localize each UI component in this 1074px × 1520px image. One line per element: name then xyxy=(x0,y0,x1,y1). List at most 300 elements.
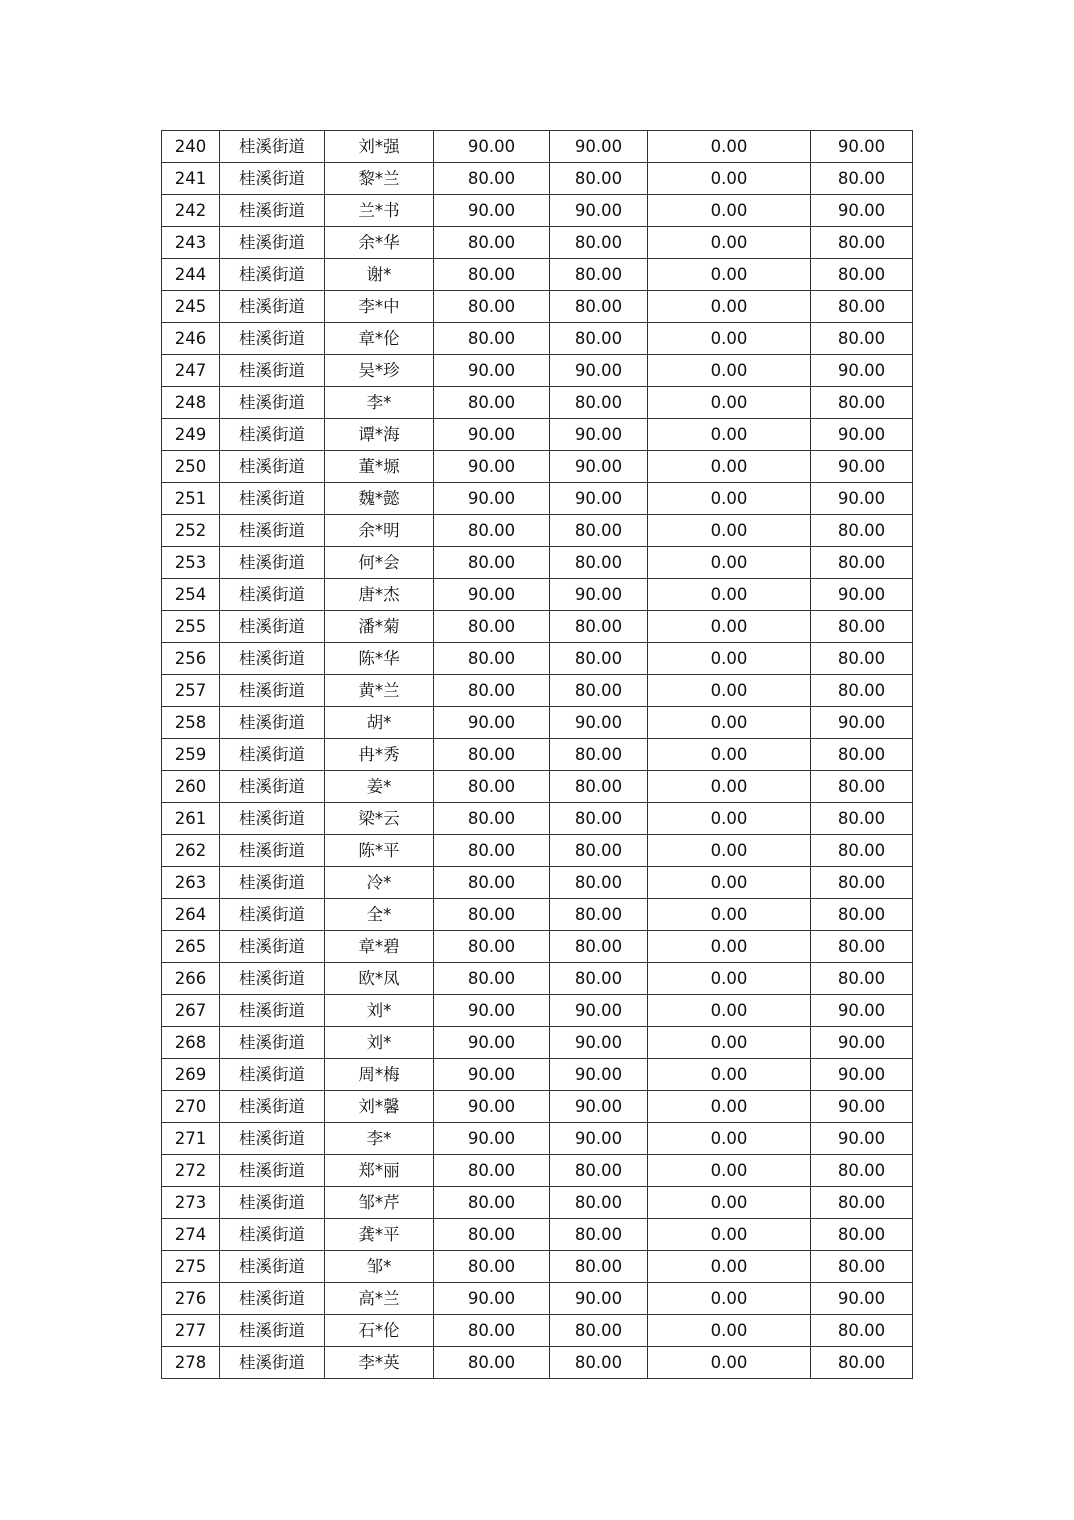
amount-cell: 90.00 xyxy=(434,1123,550,1155)
street-cell: 桂溪街道 xyxy=(220,707,325,739)
total-cell: 90.00 xyxy=(811,1283,913,1315)
amount-cell: 80.00 xyxy=(434,1219,550,1251)
table-row xyxy=(162,259,913,291)
table-row xyxy=(162,387,913,419)
row-index-cell: 252 xyxy=(162,515,220,547)
amount-cell: 90.00 xyxy=(434,1027,550,1059)
total-cell: 90.00 xyxy=(811,451,913,483)
data-table xyxy=(161,130,913,1379)
amount-cell: 90.00 xyxy=(434,355,550,387)
amount-cell: 80.00 xyxy=(434,867,550,899)
street-cell: 桂溪街道 xyxy=(220,739,325,771)
name-cell: 李*英 xyxy=(325,1347,434,1379)
table-row xyxy=(162,227,913,259)
row-index-cell: 266 xyxy=(162,963,220,995)
deduction-cell: 0.00 xyxy=(648,355,811,387)
row-index-cell: 241 xyxy=(162,163,220,195)
table-row xyxy=(162,1219,913,1251)
deduction-cell: 0.00 xyxy=(648,1219,811,1251)
row-index-cell: 261 xyxy=(162,803,220,835)
name-cell: 刘* xyxy=(325,1027,434,1059)
subtotal-cell: 80.00 xyxy=(550,227,648,259)
subtotal-cell: 80.00 xyxy=(550,803,648,835)
amount-cell: 90.00 xyxy=(434,707,550,739)
name-cell: 董*塬 xyxy=(325,451,434,483)
total-cell: 80.00 xyxy=(811,899,913,931)
table-row xyxy=(162,899,913,931)
total-cell: 80.00 xyxy=(811,547,913,579)
table-row xyxy=(162,1059,913,1091)
street-cell: 桂溪街道 xyxy=(220,803,325,835)
street-cell: 桂溪街道 xyxy=(220,1219,325,1251)
total-cell: 80.00 xyxy=(811,1315,913,1347)
subtotal-cell: 90.00 xyxy=(550,707,648,739)
row-index-cell: 244 xyxy=(162,259,220,291)
name-cell: 全* xyxy=(325,899,434,931)
subtotal-cell: 80.00 xyxy=(550,1155,648,1187)
street-cell: 桂溪街道 xyxy=(220,867,325,899)
name-cell: 李* xyxy=(325,1123,434,1155)
row-index-cell: 258 xyxy=(162,707,220,739)
amount-cell: 90.00 xyxy=(434,1091,550,1123)
amount-cell: 90.00 xyxy=(434,419,550,451)
row-index-cell: 250 xyxy=(162,451,220,483)
name-cell: 郑*丽 xyxy=(325,1155,434,1187)
amount-cell: 80.00 xyxy=(434,1155,550,1187)
name-cell: 谭*海 xyxy=(325,419,434,451)
deduction-cell: 0.00 xyxy=(648,579,811,611)
row-index-cell: 243 xyxy=(162,227,220,259)
street-cell: 桂溪街道 xyxy=(220,291,325,323)
total-cell: 80.00 xyxy=(811,1219,913,1251)
name-cell: 谢* xyxy=(325,259,434,291)
deduction-cell: 0.00 xyxy=(648,1091,811,1123)
amount-cell: 80.00 xyxy=(434,1187,550,1219)
deduction-cell: 0.00 xyxy=(648,483,811,515)
deduction-cell: 0.00 xyxy=(648,899,811,931)
deduction-cell: 0.00 xyxy=(648,707,811,739)
street-cell: 桂溪街道 xyxy=(220,1187,325,1219)
street-cell: 桂溪街道 xyxy=(220,355,325,387)
row-index-cell: 240 xyxy=(162,131,220,163)
name-cell: 高*兰 xyxy=(325,1283,434,1315)
deduction-cell: 0.00 xyxy=(648,259,811,291)
row-index-cell: 251 xyxy=(162,483,220,515)
subtotal-cell: 80.00 xyxy=(550,1187,648,1219)
total-cell: 90.00 xyxy=(811,1027,913,1059)
table-row xyxy=(162,707,913,739)
subtotal-cell: 90.00 xyxy=(550,1059,648,1091)
total-cell: 80.00 xyxy=(811,771,913,803)
name-cell: 黎*兰 xyxy=(325,163,434,195)
subtotal-cell: 80.00 xyxy=(550,163,648,195)
subtotal-cell: 80.00 xyxy=(550,515,648,547)
deduction-cell: 0.00 xyxy=(648,835,811,867)
total-cell: 80.00 xyxy=(811,611,913,643)
amount-cell: 80.00 xyxy=(434,611,550,643)
row-index-cell: 259 xyxy=(162,739,220,771)
deduction-cell: 0.00 xyxy=(648,227,811,259)
total-cell: 90.00 xyxy=(811,195,913,227)
row-index-cell: 264 xyxy=(162,899,220,931)
name-cell: 章*碧 xyxy=(325,931,434,963)
name-cell: 章*伦 xyxy=(325,323,434,355)
subtotal-cell: 80.00 xyxy=(550,899,648,931)
table-row xyxy=(162,163,913,195)
subtotal-cell: 80.00 xyxy=(550,611,648,643)
name-cell: 邹*芹 xyxy=(325,1187,434,1219)
name-cell: 余*明 xyxy=(325,515,434,547)
amount-cell: 80.00 xyxy=(434,835,550,867)
amount-cell: 80.00 xyxy=(434,803,550,835)
table-row xyxy=(162,739,913,771)
amount-cell: 80.00 xyxy=(434,547,550,579)
name-cell: 欧*凤 xyxy=(325,963,434,995)
deduction-cell: 0.00 xyxy=(648,451,811,483)
total-cell: 80.00 xyxy=(811,323,913,355)
street-cell: 桂溪街道 xyxy=(220,451,325,483)
amount-cell: 90.00 xyxy=(434,195,550,227)
name-cell: 刘*强 xyxy=(325,131,434,163)
name-cell: 刘* xyxy=(325,995,434,1027)
amount-cell: 90.00 xyxy=(434,1283,550,1315)
row-index-cell: 263 xyxy=(162,867,220,899)
row-index-cell: 253 xyxy=(162,547,220,579)
street-cell: 桂溪街道 xyxy=(220,163,325,195)
total-cell: 80.00 xyxy=(811,803,913,835)
deduction-cell: 0.00 xyxy=(648,1059,811,1091)
deduction-cell: 0.00 xyxy=(648,675,811,707)
street-cell: 桂溪街道 xyxy=(220,611,325,643)
total-cell: 90.00 xyxy=(811,131,913,163)
street-cell: 桂溪街道 xyxy=(220,771,325,803)
street-cell: 桂溪街道 xyxy=(220,1283,325,1315)
subtotal-cell: 80.00 xyxy=(550,323,648,355)
subtotal-cell: 80.00 xyxy=(550,643,648,675)
street-cell: 桂溪街道 xyxy=(220,515,325,547)
row-index-cell: 269 xyxy=(162,1059,220,1091)
street-cell: 桂溪街道 xyxy=(220,931,325,963)
street-cell: 桂溪街道 xyxy=(220,579,325,611)
row-index-cell: 260 xyxy=(162,771,220,803)
table-row xyxy=(162,803,913,835)
subtotal-cell: 90.00 xyxy=(550,1123,648,1155)
deduction-cell: 0.00 xyxy=(648,931,811,963)
table-row xyxy=(162,547,913,579)
subtotal-cell: 80.00 xyxy=(550,963,648,995)
name-cell: 胡* xyxy=(325,707,434,739)
row-index-cell: 276 xyxy=(162,1283,220,1315)
total-cell: 80.00 xyxy=(811,643,913,675)
total-cell: 80.00 xyxy=(811,1251,913,1283)
deduction-cell: 0.00 xyxy=(648,515,811,547)
subtotal-cell: 80.00 xyxy=(550,1251,648,1283)
total-cell: 80.00 xyxy=(811,963,913,995)
amount-cell: 90.00 xyxy=(434,451,550,483)
subtotal-cell: 80.00 xyxy=(550,675,648,707)
amount-cell: 80.00 xyxy=(434,291,550,323)
deduction-cell: 0.00 xyxy=(648,1155,811,1187)
table-row xyxy=(162,1283,913,1315)
table-row xyxy=(162,1027,913,1059)
name-cell: 石*伦 xyxy=(325,1315,434,1347)
deduction-cell: 0.00 xyxy=(648,419,811,451)
total-cell: 80.00 xyxy=(811,835,913,867)
table-row xyxy=(162,611,913,643)
subtotal-cell: 80.00 xyxy=(550,1315,648,1347)
amount-cell: 90.00 xyxy=(434,131,550,163)
row-index-cell: 254 xyxy=(162,579,220,611)
deduction-cell: 0.00 xyxy=(648,131,811,163)
street-cell: 桂溪街道 xyxy=(220,835,325,867)
deduction-cell: 0.00 xyxy=(648,739,811,771)
total-cell: 90.00 xyxy=(811,1123,913,1155)
table-row xyxy=(162,131,913,163)
name-cell: 余*华 xyxy=(325,227,434,259)
amount-cell: 90.00 xyxy=(434,1059,550,1091)
table-row xyxy=(162,483,913,515)
table-row xyxy=(162,451,913,483)
street-cell: 桂溪街道 xyxy=(220,387,325,419)
subtotal-cell: 80.00 xyxy=(550,1219,648,1251)
subtotal-cell: 90.00 xyxy=(550,483,648,515)
table-row xyxy=(162,867,913,899)
subtotal-cell: 90.00 xyxy=(550,131,648,163)
amount-cell: 80.00 xyxy=(434,1347,550,1379)
row-index-cell: 248 xyxy=(162,387,220,419)
amount-cell: 80.00 xyxy=(434,643,550,675)
amount-cell: 80.00 xyxy=(434,515,550,547)
row-index-cell: 274 xyxy=(162,1219,220,1251)
deduction-cell: 0.00 xyxy=(648,1347,811,1379)
row-index-cell: 267 xyxy=(162,995,220,1027)
subtotal-cell: 90.00 xyxy=(550,451,648,483)
table-row xyxy=(162,579,913,611)
name-cell: 吴*珍 xyxy=(325,355,434,387)
row-index-cell: 255 xyxy=(162,611,220,643)
row-index-cell: 249 xyxy=(162,419,220,451)
deduction-cell: 0.00 xyxy=(648,995,811,1027)
name-cell: 陈*华 xyxy=(325,643,434,675)
deduction-cell: 0.00 xyxy=(648,1123,811,1155)
deduction-cell: 0.00 xyxy=(648,1283,811,1315)
total-cell: 80.00 xyxy=(811,739,913,771)
amount-cell: 90.00 xyxy=(434,579,550,611)
row-index-cell: 268 xyxy=(162,1027,220,1059)
row-index-cell: 275 xyxy=(162,1251,220,1283)
table-row xyxy=(162,931,913,963)
total-cell: 90.00 xyxy=(811,483,913,515)
row-index-cell: 272 xyxy=(162,1155,220,1187)
total-cell: 80.00 xyxy=(811,1347,913,1379)
deduction-cell: 0.00 xyxy=(648,1315,811,1347)
amount-cell: 80.00 xyxy=(434,227,550,259)
total-cell: 80.00 xyxy=(811,291,913,323)
subtotal-cell: 90.00 xyxy=(550,1027,648,1059)
amount-cell: 80.00 xyxy=(434,899,550,931)
subtotal-cell: 90.00 xyxy=(550,195,648,227)
subtotal-cell: 80.00 xyxy=(550,931,648,963)
name-cell: 李*中 xyxy=(325,291,434,323)
name-cell: 黄*兰 xyxy=(325,675,434,707)
subtotal-cell: 80.00 xyxy=(550,547,648,579)
total-cell: 90.00 xyxy=(811,995,913,1027)
total-cell: 90.00 xyxy=(811,579,913,611)
row-index-cell: 246 xyxy=(162,323,220,355)
data-table-container xyxy=(161,130,913,1379)
table-row xyxy=(162,1091,913,1123)
name-cell: 冉*秀 xyxy=(325,739,434,771)
deduction-cell: 0.00 xyxy=(648,1187,811,1219)
street-cell: 桂溪街道 xyxy=(220,227,325,259)
name-cell: 魏*懿 xyxy=(325,483,434,515)
amount-cell: 80.00 xyxy=(434,387,550,419)
name-cell: 周*梅 xyxy=(325,1059,434,1091)
name-cell: 兰*书 xyxy=(325,195,434,227)
row-index-cell: 271 xyxy=(162,1123,220,1155)
deduction-cell: 0.00 xyxy=(648,771,811,803)
table-row xyxy=(162,675,913,707)
subtotal-cell: 80.00 xyxy=(550,259,648,291)
deduction-cell: 0.00 xyxy=(648,163,811,195)
street-cell: 桂溪街道 xyxy=(220,131,325,163)
street-cell: 桂溪街道 xyxy=(220,1155,325,1187)
deduction-cell: 0.00 xyxy=(648,611,811,643)
amount-cell: 80.00 xyxy=(434,259,550,291)
name-cell: 潘*菊 xyxy=(325,611,434,643)
amount-cell: 80.00 xyxy=(434,675,550,707)
amount-cell: 80.00 xyxy=(434,1315,550,1347)
table-row xyxy=(162,291,913,323)
deduction-cell: 0.00 xyxy=(648,547,811,579)
name-cell: 陈*平 xyxy=(325,835,434,867)
row-index-cell: 247 xyxy=(162,355,220,387)
subtotal-cell: 90.00 xyxy=(550,419,648,451)
subtotal-cell: 90.00 xyxy=(550,1283,648,1315)
row-index-cell: 265 xyxy=(162,931,220,963)
total-cell: 80.00 xyxy=(811,515,913,547)
street-cell: 桂溪街道 xyxy=(220,963,325,995)
total-cell: 80.00 xyxy=(811,227,913,259)
street-cell: 桂溪街道 xyxy=(220,1059,325,1091)
total-cell: 80.00 xyxy=(811,931,913,963)
street-cell: 桂溪街道 xyxy=(220,643,325,675)
subtotal-cell: 80.00 xyxy=(550,835,648,867)
table-row xyxy=(162,963,913,995)
total-cell: 90.00 xyxy=(811,419,913,451)
row-index-cell: 242 xyxy=(162,195,220,227)
street-cell: 桂溪街道 xyxy=(220,1027,325,1059)
amount-cell: 80.00 xyxy=(434,771,550,803)
deduction-cell: 0.00 xyxy=(648,963,811,995)
table-body xyxy=(162,131,913,1379)
street-cell: 桂溪街道 xyxy=(220,419,325,451)
name-cell: 邹* xyxy=(325,1251,434,1283)
street-cell: 桂溪街道 xyxy=(220,995,325,1027)
subtotal-cell: 80.00 xyxy=(550,1347,648,1379)
deduction-cell: 0.00 xyxy=(648,323,811,355)
name-cell: 李* xyxy=(325,387,434,419)
deduction-cell: 0.00 xyxy=(648,387,811,419)
street-cell: 桂溪街道 xyxy=(220,1123,325,1155)
total-cell: 90.00 xyxy=(811,1059,913,1091)
subtotal-cell: 80.00 xyxy=(550,387,648,419)
row-index-cell: 278 xyxy=(162,1347,220,1379)
total-cell: 90.00 xyxy=(811,707,913,739)
subtotal-cell: 90.00 xyxy=(550,579,648,611)
row-index-cell: 270 xyxy=(162,1091,220,1123)
table-row xyxy=(162,515,913,547)
total-cell: 80.00 xyxy=(811,163,913,195)
table-row xyxy=(162,323,913,355)
subtotal-cell: 90.00 xyxy=(550,355,648,387)
amount-cell: 90.00 xyxy=(434,483,550,515)
subtotal-cell: 80.00 xyxy=(550,867,648,899)
amount-cell: 80.00 xyxy=(434,1251,550,1283)
table-row xyxy=(162,1187,913,1219)
amount-cell: 80.00 xyxy=(434,739,550,771)
table-row xyxy=(162,835,913,867)
street-cell: 桂溪街道 xyxy=(220,323,325,355)
row-index-cell: 257 xyxy=(162,675,220,707)
street-cell: 桂溪街道 xyxy=(220,1315,325,1347)
table-row xyxy=(162,643,913,675)
total-cell: 90.00 xyxy=(811,1091,913,1123)
street-cell: 桂溪街道 xyxy=(220,899,325,931)
deduction-cell: 0.00 xyxy=(648,291,811,323)
name-cell: 冷* xyxy=(325,867,434,899)
row-index-cell: 245 xyxy=(162,291,220,323)
amount-cell: 80.00 xyxy=(434,323,550,355)
table-row xyxy=(162,1315,913,1347)
subtotal-cell: 90.00 xyxy=(550,1091,648,1123)
table-row xyxy=(162,1155,913,1187)
table-row xyxy=(162,1347,913,1379)
subtotal-cell: 80.00 xyxy=(550,739,648,771)
subtotal-cell: 80.00 xyxy=(550,291,648,323)
name-cell: 刘*馨 xyxy=(325,1091,434,1123)
total-cell: 90.00 xyxy=(811,355,913,387)
total-cell: 80.00 xyxy=(811,675,913,707)
deduction-cell: 0.00 xyxy=(648,1027,811,1059)
street-cell: 桂溪街道 xyxy=(220,1251,325,1283)
deduction-cell: 0.00 xyxy=(648,643,811,675)
deduction-cell: 0.00 xyxy=(648,867,811,899)
name-cell: 龚*平 xyxy=(325,1219,434,1251)
table-row xyxy=(162,419,913,451)
table-row xyxy=(162,195,913,227)
street-cell: 桂溪街道 xyxy=(220,259,325,291)
amount-cell: 80.00 xyxy=(434,931,550,963)
table-row xyxy=(162,355,913,387)
amount-cell: 90.00 xyxy=(434,995,550,1027)
table-row xyxy=(162,1251,913,1283)
total-cell: 80.00 xyxy=(811,1155,913,1187)
table-row xyxy=(162,771,913,803)
total-cell: 80.00 xyxy=(811,259,913,291)
row-index-cell: 277 xyxy=(162,1315,220,1347)
row-index-cell: 262 xyxy=(162,835,220,867)
street-cell: 桂溪街道 xyxy=(220,483,325,515)
table-row xyxy=(162,995,913,1027)
row-index-cell: 256 xyxy=(162,643,220,675)
street-cell: 桂溪街道 xyxy=(220,1091,325,1123)
total-cell: 80.00 xyxy=(811,1187,913,1219)
name-cell: 姜* xyxy=(325,771,434,803)
table-row xyxy=(162,1123,913,1155)
name-cell: 何*会 xyxy=(325,547,434,579)
street-cell: 桂溪街道 xyxy=(220,675,325,707)
